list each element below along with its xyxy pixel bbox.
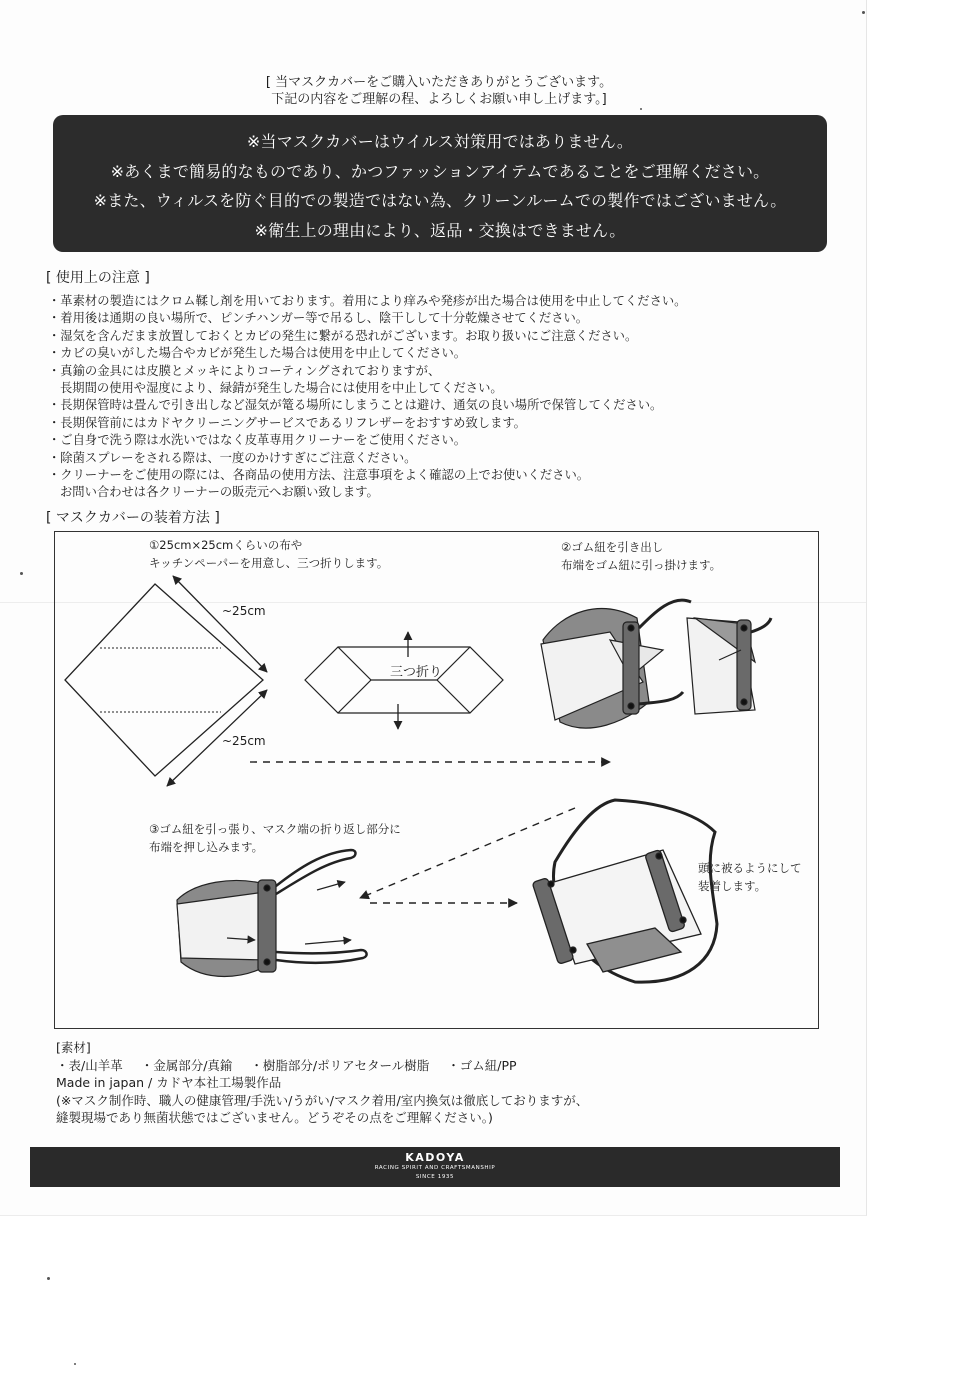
notice-line-4: ※衛生上の理由により、返品・交換はできません。 (254, 220, 626, 240)
fold-label: 三つ折り (390, 665, 443, 680)
brand-since: SINCE 1935 (415, 1174, 455, 1180)
scan-speck (862, 11, 865, 14)
step-4-line-2: 装着します。 (698, 879, 767, 893)
mask-hook-illustration (541, 600, 771, 728)
caution-item: ・ご自身で洗う際は水洗いではなく皮革専用クリーナーをご使用ください。 (48, 433, 467, 448)
step-2-instruction (561, 538, 721, 574)
mask-tuck-illustration (177, 850, 367, 977)
step-4-line-1: 頭に被るようにして (698, 861, 802, 875)
step-4-instruction (698, 859, 802, 895)
material-item: ・表/山羊革 (56, 1057, 123, 1073)
usage-section-title: [ 使用上の注意 ] (46, 270, 150, 286)
intro-message (0, 74, 878, 108)
brand-tagline: RACING SPIRIT AND CRAFTSMANSHIP (374, 1165, 496, 1171)
material-item: ・金属部分/真鍮 (140, 1057, 233, 1073)
pull-arrow-lower (305, 940, 351, 944)
materials-list (56, 1057, 588, 1075)
caution-item: ・真鍮の金具には皮膜とメッキによりコーティングされておりますが、 (48, 363, 441, 378)
step-2-line-1: ②ゴム紐を引き出し (561, 540, 664, 554)
pull-arrow-upper (317, 882, 345, 890)
step-2-line-2: 布端をゴム紐に引っ掛けます。 (561, 558, 722, 572)
wearing-instructions-diagram (54, 531, 819, 1029)
caution-item: ・革素材の製造にはクロム鞣し剤を用いております。着用により痒みや発疹が出た場合は使用を中止してください。 (48, 294, 687, 308)
intro-line-2: 下記の内容をご理解の程、よろしくお願い申し上げます。] (271, 92, 607, 107)
step-1-instruction (149, 536, 388, 572)
scan-speck (74, 1363, 76, 1365)
step-1-line-2: キッチンペーパーを用意し、三つ折りします。 (149, 556, 389, 570)
notice-line-1: ※当マスクカバーはウイルス対策用ではありません。 (246, 132, 634, 151)
intro-line-1: [ 当マスクカバーをご購入いただきありがとうございます。 (265, 75, 613, 90)
dimension-label-bottom: ~25cm (222, 734, 266, 748)
dimension-label-top: ~25cm (222, 604, 266, 618)
instruction-illustrations (55, 532, 820, 1030)
step-3-line-2: 布端を押し込みます。 (149, 840, 264, 854)
made-in-text: Made in japan / カドヤ本社工場製作品 (56, 1075, 282, 1090)
wearing-section-title: [ マスクカバーの装着方法 ] (46, 510, 220, 526)
caution-item: ・着用後は通期の良い場所で、ピンチハンガー等で吊るし、陰干しして十分乾燥させてください。 (48, 311, 589, 326)
brand-footer-band (30, 1147, 840, 1187)
scan-speck (20, 572, 23, 575)
caution-item: ・クリーナーをご使用の際には、各商品の使用方法、注意事項をよく確認の上でお使いください。 (48, 468, 590, 483)
caution-item: ・除菌スプレーをされる際は、一度のかけすぎにご注意ください。 (48, 450, 417, 465)
materials-section (56, 1039, 588, 1127)
scan-speck (47, 1277, 50, 1280)
step-3-line-1: ③ゴム紐を引っ張り、マスク端の折り返し部分に (149, 822, 401, 836)
caution-item-continued: 長期間の使用や湿度により、緑錆が発生した場合には使用を中止してください。 (60, 381, 503, 396)
hygiene-note-line-1: (※マスク制作時、職人の健康管理/手洗い/うがい/マスク着用/室内換気は徹底しておりますが、 (56, 1092, 589, 1108)
dimension-arrow-top (173, 576, 267, 672)
notice-banner (53, 115, 827, 252)
caution-item: ・長期保管時は畳んで引き出しなど湿気が篭る場所にしまうことは避け、通気の良い場所で保管してください。 (48, 398, 663, 413)
caution-item: ・カビの臭いがした場合やカビが発生した場合は使用を中止してください。 (48, 346, 467, 361)
step-3-instruction (149, 820, 401, 856)
scan-speck (640, 108, 642, 110)
step-1-line-1: ①25cm×25cmくらいの布や (149, 538, 303, 552)
caution-item: ・長期保管前にはカドヤクリーニングサービスであるリフレザーをおすすめ致します。 (48, 415, 526, 430)
notice-line-2: ※あくまで簡易的なものであり、かつファッションアイテムであることをご理解ください。 (110, 161, 770, 181)
material-item: ・ゴム紐/PP (447, 1057, 517, 1073)
caution-item: ・湿気を含んだまま放置しておくとカビの発生に繋がる恐れがございます。お取り扱いにご注意ください。 (48, 328, 638, 343)
material-item: ・樹脂部分/ポリアセタール樹脂 (250, 1057, 430, 1073)
brand-logo-text: KADOYA (405, 1151, 465, 1164)
hygiene-note-line-2: 縫製現場であり無菌状態ではございません。どうぞその点をご理解ください。) (56, 1110, 493, 1125)
mask-finished-illustration (532, 800, 717, 982)
caution-item-continued: お問い合わせは各クリーナーの販売元へお願い致します。 (60, 485, 379, 500)
usage-caution-list (48, 293, 828, 502)
notice-line-3: ※また、ウィルスを防ぐ目的での製造ではない為、クリーンルームでの製作ではございません。 (93, 191, 787, 210)
materials-title: [素材] (56, 1040, 91, 1055)
